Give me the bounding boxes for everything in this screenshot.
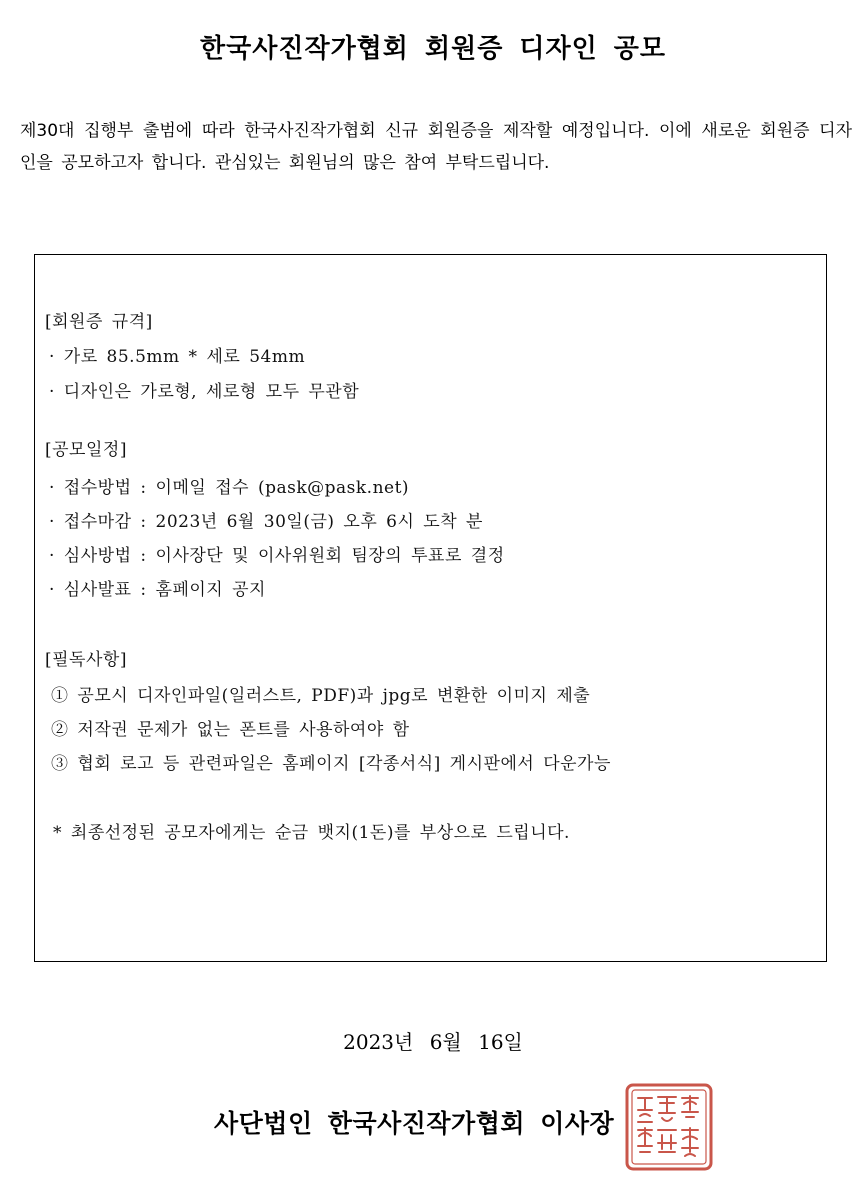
notes-item: ① 공모시 디자인파일(일러스트, PDF)과 jpg로 변환한 이미지 제출 — [51, 686, 591, 706]
notes-item: ③ 협회 로고 등 관련파일은 홈페이지 [각종서식] 게시판에서 다운가능 — [51, 754, 611, 774]
reward-note: * 최종선정된 공모자에게는 순금 뱃지(1돈)를 부상으로 드립니다. — [53, 823, 570, 843]
signature-line: 사단법인 한국사진작가협회 이사장 — [214, 1109, 615, 1138]
schedule-item: · 접수마감 : 2023년 6월 30일(금) 오후 6시 도착 분 — [49, 512, 483, 532]
schedule-item: · 접수방법 : 이메일 접수 (pask@pask.net) — [49, 478, 410, 498]
notes-item: ② 저작권 문제가 없는 폰트를 사용하여야 함 — [51, 720, 410, 740]
spec-heading: [회원증 규격] — [45, 312, 153, 332]
document-date: 2023년 6월 16일 — [343, 1030, 523, 1054]
spec-item: · 가로 85.5mm * 세로 54mm — [49, 347, 306, 367]
info-box — [34, 254, 827, 962]
schedule-item: · 심사발표 : 홈페이지 공지 — [49, 580, 266, 600]
schedule-heading: [공모일정] — [45, 440, 127, 460]
notes-heading: [필독사항] — [45, 650, 127, 670]
page-title: 한국사진작가협회 회원증 디자인 공모 — [199, 34, 666, 64]
official-seal-stamp — [624, 1082, 714, 1172]
schedule-item: · 심사방법 : 이사장단 및 이사위원회 팀장의 투표로 결정 — [49, 546, 505, 566]
intro-paragraph: 제30대 집행부 출범에 따라 한국사진작가협회 신규 회원증을 제작할 예정입니다. 이에 새로운 회원증 디자인을 공모하고자 합니다. 관심있는 회원님의 많은 참여 부탁드립니다. — [20, 121, 852, 173]
spec-item: · 디자인은 가로형, 세로형 모두 무관함 — [49, 382, 360, 402]
